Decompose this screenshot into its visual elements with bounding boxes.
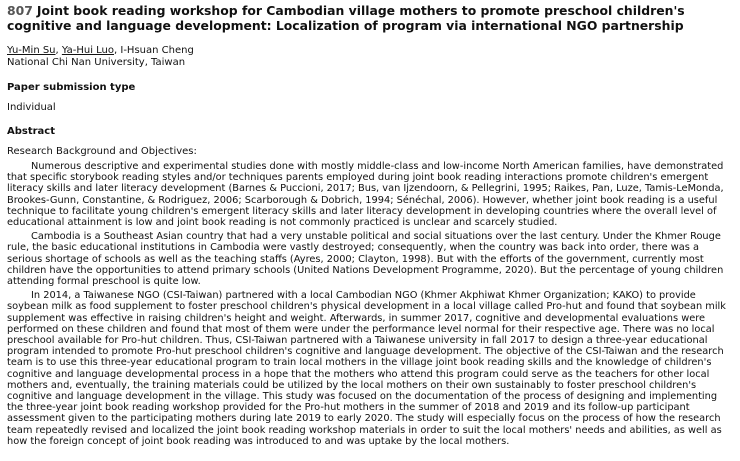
paper-number: 807 (7, 3, 33, 18)
paper-title-text: Joint book reading workshop for Cambodian village mothers to promote preschool children's cognitive and language development: Localization of program via international NGO partnership (7, 3, 685, 33)
abstract-paragraph: In 2014, a Taiwanese NGO (CSI-Taiwan) partnered with a local Cambodian NGO (Khmer Akphiwat Khmer Organization; KAKO) to provide soybean milk as food supplement to foster preschool children's physical development in a local village called Pro-hut and found that soybean milk supplement was effective in raising children's height and weight. Afterwards, in summer 2017, cognitive and developmental evaluations were performed on these children and found that most of them were under the performance level normal for their respective age. There was no local preschool available for Pro-hut children. Thus, CSI-Taiwan partnered with a Taiwanese university in fall 2017 to design a three-year educational program intended to promote Pro-hut preschool children's cognitive and language development. The objective of the CSI-Taiwan and the research team is to use this three-year educational program to train local mothers in the village joint book reading skills and the knowledge of children's cognitive and language developmental process in a hope that the mothers who attend this program could serve as the teachers for other local mothers and, eventually, the training materials could be utilized by the local mothers on their own sustainably to foster preschool children's cognitive and language development in the village. This study was focused on the documentation of the process of designing and implementing the three-year joint book reading workshop provided for the Pro-hut mothers in the summer of 2018 and 2019 and its follow-up participant assessment given to the participating mothers during late 2019 to early 2020. The study will especially focus on the process of how the research team repeatedly revised and localized the joint book reading workshop materials in order to suit the local mothers' needs and abilities, as well as how the foreign concept of joint book reading was introduced to and was uptake by the local mothers. (7, 290, 726, 447)
affiliation: National Chi Nan University, Taiwan (7, 57, 186, 68)
submission-type-value: Individual (7, 102, 56, 113)
author-list: Yu-Min Su, Ya-Hui Luo, I-Hsuan Cheng (7, 45, 194, 56)
submission-type-heading: Paper submission type (7, 82, 136, 93)
abstract-paragraph: Cambodia is a Southeast Asian country that had a very unstable political and social situations over the last century. Under the Khmer Rouge rule, the basic educational institutions in Cambodia were vastly destroyed; consequently, when the country was back into order, there was a serious shortage of schools as well as the teaching staffs (Ayres, 2000; Clayton, 1998). But with the efforts of the government, currently most children have the opportunities to attend primary schools (United Nations Development Programme, 2020). But the percentage of young children attending formal preschool is quite low. (7, 231, 724, 288)
author-link[interactable]: Ya-Hui Luo (61, 45, 115, 56)
abstract-paragraph: Numerous descriptive and experimental studies done with mostly middle-class and low-income North American families, have demonstrated that specific storybook reading styles and/or techniques parents employed during joint book reading interactions promote children's emergent literacy skills and later literacy development (Barnes & Puccioni, 2017; Bus, van Ijzendoorn, & Pellegrini, 1995; Raikes, Pan, Luze, Tamis-LeMonda, Brookes-Gunn, Constantine, & Rodriguez, 2006; Scarborough & Dobrich, 1994; Sénéchal, 2006). However, whether joint book reading is a useful technique to facilitate young children's emergent literacy skills and later literacy development in developing countries where the overall level of educational attainment is low and joint book reading is not commonly practiced is unclear and scarcely studied. (7, 161, 724, 229)
author-name: I-Hsuan Cheng (120, 45, 194, 56)
author-link[interactable]: Yu-Min Su (7, 45, 56, 56)
paper-title (7, 3, 732, 33)
abstract-heading: Abstract (7, 126, 56, 137)
abstract-subheading: Research Background and Objectives: (7, 146, 197, 157)
